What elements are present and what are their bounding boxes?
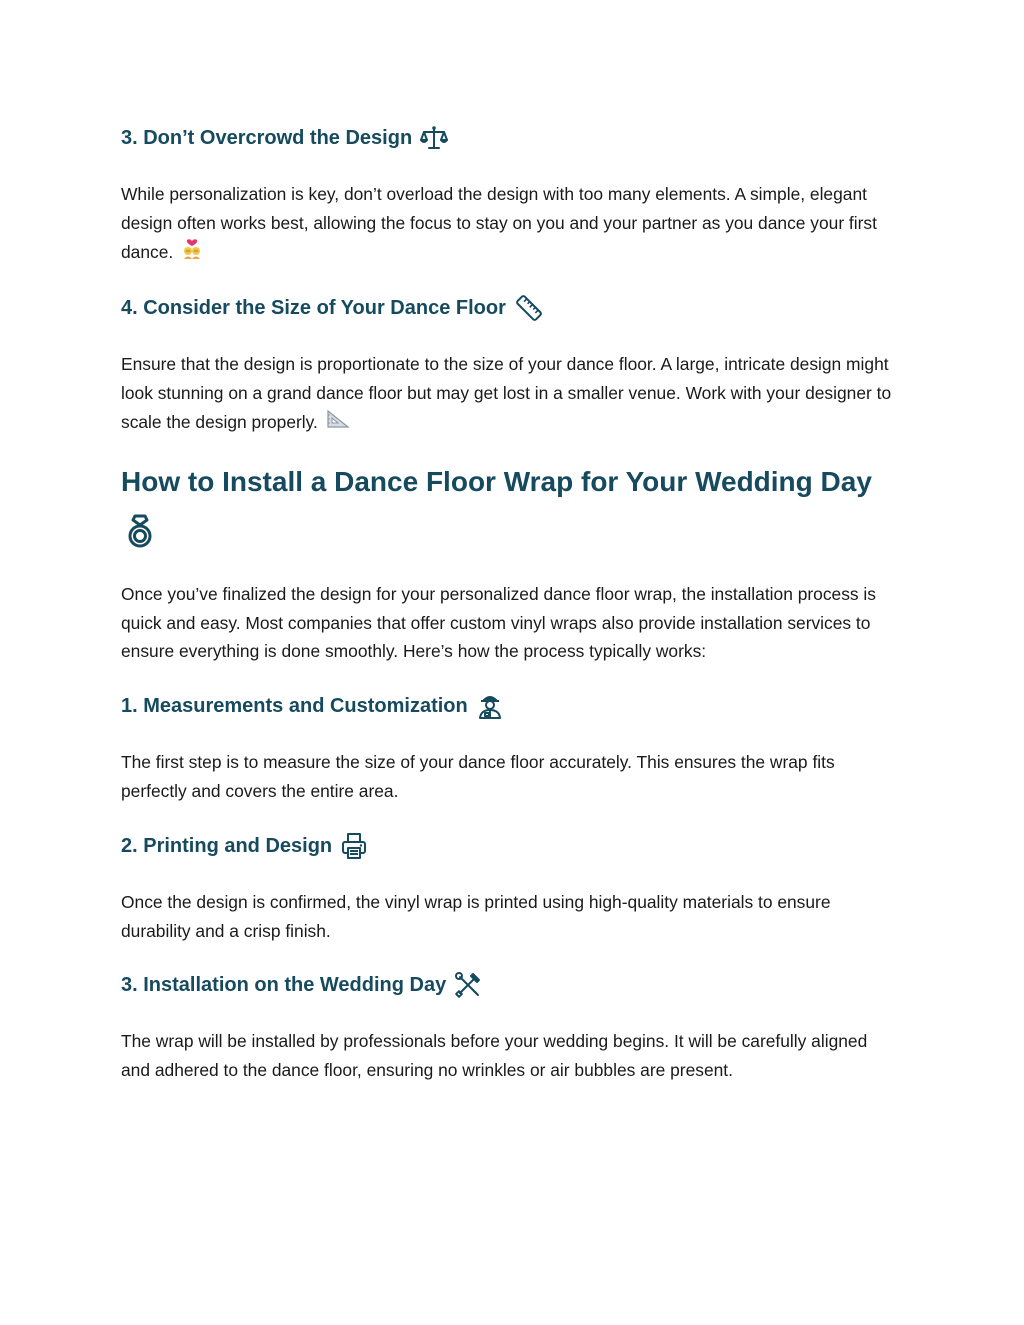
section-heading-installation <box>121 965 901 1005</box>
section-body-size <box>121 350 901 437</box>
printer-icon <box>340 832 368 860</box>
section-heading-text: 2. Printing and Design <box>121 834 333 857</box>
hammer-and-wrench-icon <box>454 971 482 999</box>
section-body-installation: The wrap will be installed by professionals before your wedding begins. It will be carefully aligned and adhered to the dance floor, ensuring no wrinkles or air bubbles are present. <box>121 1031 868 1081</box>
balance-scale-icon <box>420 125 448 151</box>
section-body-overcrowd <box>121 180 901 268</box>
document-page <box>121 118 901 1085</box>
triangular-ruler-icon <box>326 409 350 438</box>
worker-icon <box>476 692 504 720</box>
section-heading-text: 3. Installation on the Wedding Day <box>121 974 447 997</box>
section-heading-measurements <box>121 686 901 726</box>
section-body-printing: Once the design is confirmed, the vinyl wrap is printed using high-quality materials to ensure durability and a crisp finish. <box>121 891 831 941</box>
section-heading-printing <box>121 826 901 866</box>
section-body-measurements: The first step is to measure the size of your dance floor accurately. This ensures the wrap fits perfectly and covers the entire area. <box>121 752 835 801</box>
body-text: While personalization is key, don’t overload the design with too many elements. A simple, elegant design often works best, allowing the focus to stay on you and your partner as you dance your first dance. <box>121 184 877 262</box>
section-heading-text: 4. Consider the Size of Your Dance Floor <box>121 297 506 320</box>
body-text: Ensure that the design is proportionate to the size of your dance floor. A large, intricate design might look stunning on a grand dance floor but may get lost in a smaller venue. Work with your designer to scale the design properly. <box>121 354 892 432</box>
section-heading-text: 1. Measurements and Customization <box>121 695 468 718</box>
section-heading-text: 3. Don’t Overcrowd the Design <box>121 127 413 149</box>
main-heading <box>121 458 901 554</box>
section-heading-overcrowd <box>121 118 901 158</box>
couple-with-heart-icon <box>181 238 203 269</box>
section-heading-size <box>121 288 901 328</box>
ring-icon <box>125 513 155 549</box>
main-heading-text: How to Install a Dance Floor Wrap for Your Wedding Day <box>121 465 872 497</box>
ruler-icon <box>514 293 544 323</box>
intro-paragraph: Once you’ve finalized the design for your personalized dance floor wrap, the installation process is quick and easy. Most companies that offer custom vinyl wraps also provide installation services to ensure everything is done smoothly. Here’s how the process typically works: <box>121 583 876 662</box>
